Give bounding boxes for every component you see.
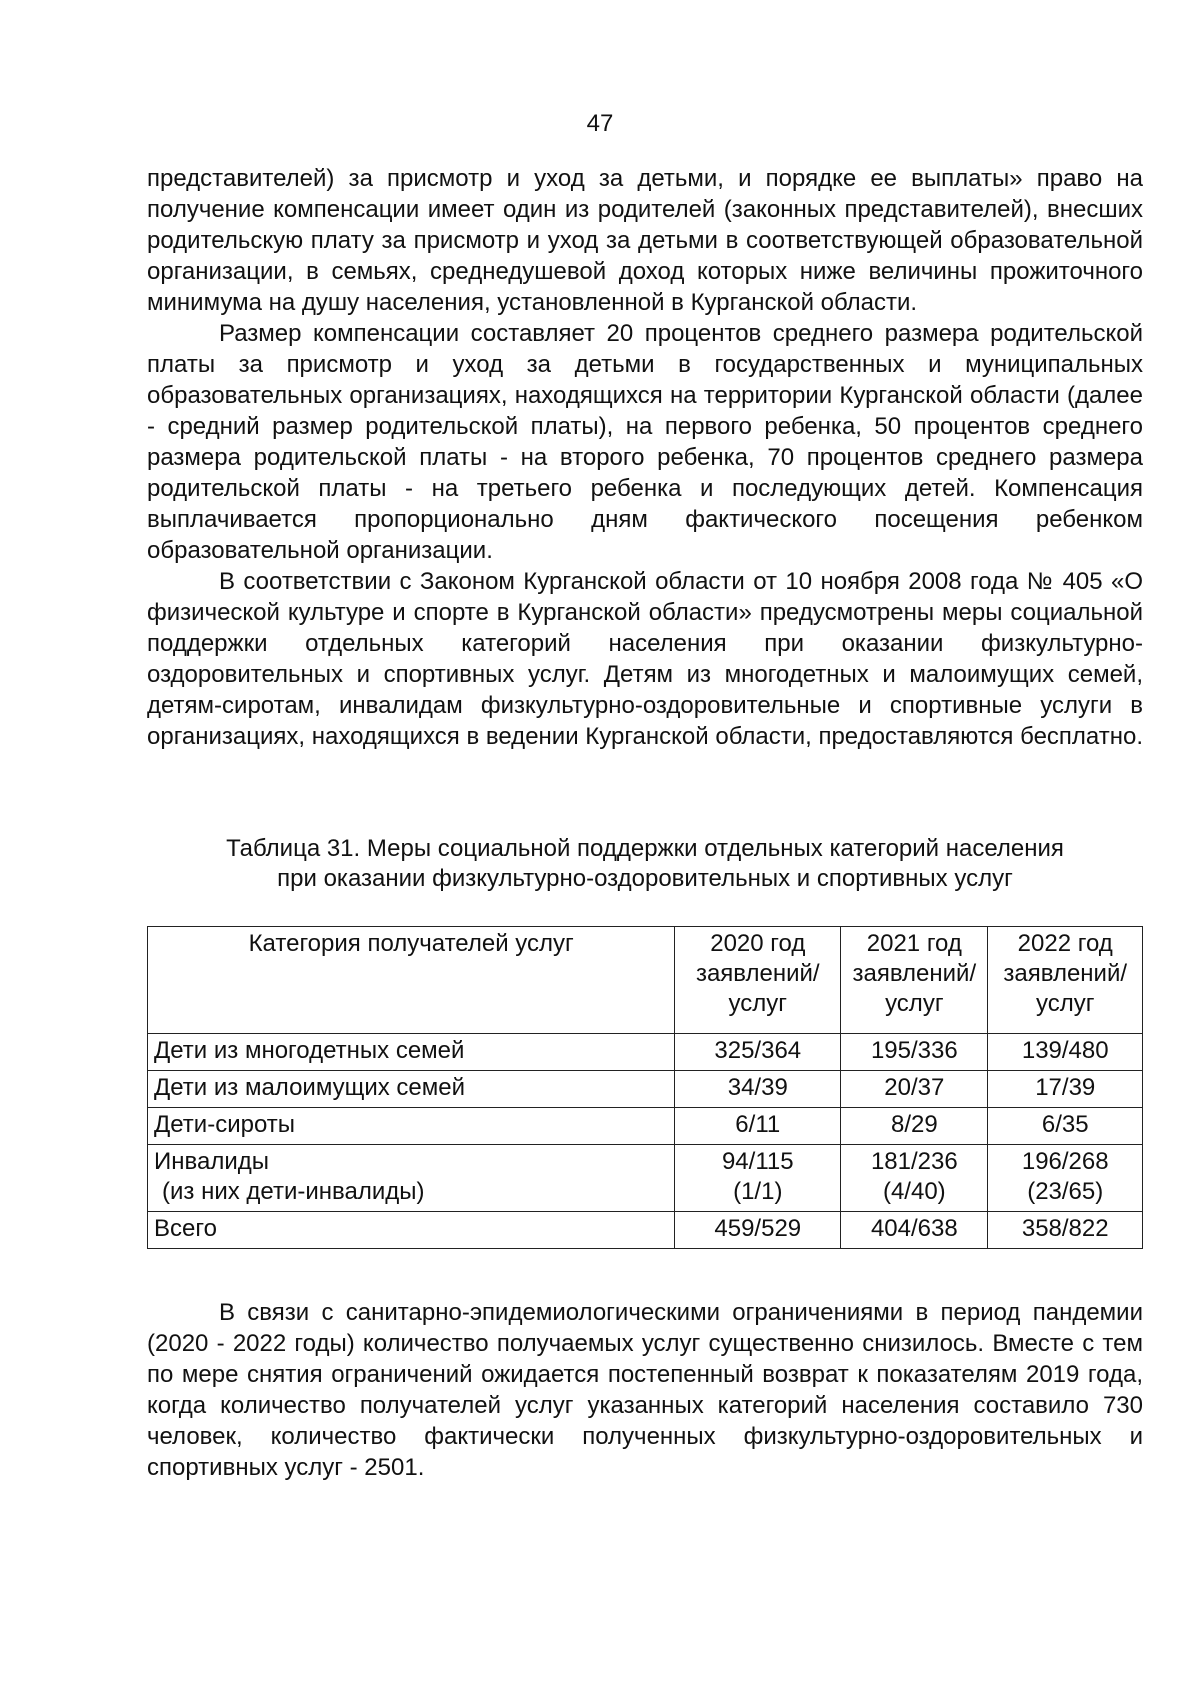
header-2022-services: услуг (1035, 990, 1095, 1017)
row-category: Дети из многодетных семей (148, 1034, 675, 1071)
row-category (148, 1145, 675, 1212)
header-2022-year: 2022 год (1017, 930, 1113, 957)
cell-2020-sub: (1/1) (733, 1178, 783, 1205)
table-row (148, 1034, 1143, 1071)
row-category: Дети-сироты (148, 1108, 675, 1145)
cell-2021: 8/29 (841, 1108, 988, 1145)
cell-2021-main: 181/236 (870, 1148, 958, 1175)
table-row (148, 1108, 1143, 1145)
paragraph-2: Размер компенсации составляет 20 процентов среднего размера родительской платы за присмотр и уход за детьми в государственных и муниципальных образовательных организациях, находящихся на территории Курганской области (далее - средний размер родительской платы), на первого ребенка, 50 процентов среднего размера родительской платы - на второго ребенка, 70 процентов среднего размера родительской платы - на третьего ребенка и последующих детей. Компенсация выплачивается пропорционально дням фактического посещения ребенком образовательной организации. (147, 320, 1143, 564)
table-row-total (148, 1212, 1143, 1249)
table-caption-line-2: при оказании физкультурно-оздоровительных и спортивных услуг (277, 865, 1013, 892)
cell-2020-main: 94/115 (721, 1148, 794, 1175)
table-row (148, 1145, 1143, 1212)
header-2021 (841, 927, 988, 1034)
cell-2020 (675, 1145, 841, 1212)
header-2022-applications: заявлений/ (1003, 960, 1128, 987)
cell-2020: 325/364 (675, 1034, 841, 1071)
cell-2020: 459/529 (675, 1212, 841, 1249)
header-2021-services: услуг (885, 990, 944, 1017)
header-2022 (988, 927, 1143, 1034)
cell-2022: 139/480 (988, 1034, 1143, 1071)
cell-2020: 34/39 (675, 1071, 841, 1108)
row-category: Дети из малоимущих семей (148, 1071, 675, 1108)
cell-2022: 17/39 (988, 1071, 1143, 1108)
social-support-table (147, 926, 1143, 1249)
cell-2022-sub: (23/65) (1027, 1178, 1104, 1205)
cell-2021: 20/37 (841, 1071, 988, 1108)
paragraph-1: представителей) за присмотр и уход за детьми, и порядке ее выплаты» право на получение компенсации имеет один из родителей (законных представителей), внесших родительскую плату за присмотр и уход за детьми в соответствующей образовательной организации, в семьях, среднедушевой доход которых ниже величины прожиточного минимума на душу населения, установленной в Курганской области. (147, 165, 1143, 316)
header-2020-applications: заявлений/ (695, 960, 820, 987)
table-header-row (148, 927, 1143, 1034)
paragraph-4: В связи с санитарно-эпидемиологическими ограничениями в период пандемии (2020 - 2022 годы) количество получаемых услуг существенно снизилось. Вместе с тем по мере снятия ограничений ожидается постепенный возврат к показателям 2019 года, когда количество получателей услуг указанных категорий населения составило 730 человек, количество фактически полученных физкультурно-оздоровительных и спортивных услуг - 2501. (147, 1299, 1143, 1481)
cell-2022: 358/822 (988, 1212, 1143, 1249)
cell-2021 (841, 1145, 988, 1212)
header-2021-applications: заявлений/ (852, 960, 977, 987)
cell-2022-main: 196/268 (1021, 1148, 1109, 1175)
header-category: Категория получателей услуг (148, 927, 675, 1034)
cell-2021: 195/336 (841, 1034, 988, 1071)
header-2021-year: 2021 год (866, 930, 962, 957)
header-2020-year: 2020 год (710, 930, 806, 957)
body-text-top (147, 163, 1143, 752)
row-category: Всего (148, 1212, 675, 1249)
page-number: 47 (586, 110, 614, 137)
cell-2022: 6/35 (988, 1108, 1143, 1145)
row-category-sub: (из них дети-инвалиды) (162, 1178, 425, 1205)
header-2020 (675, 927, 841, 1034)
header-2020-services: услуг (728, 990, 788, 1017)
cell-2022 (988, 1145, 1143, 1212)
body-text-bottom (147, 1297, 1143, 1483)
row-category-main: Инвалиды (154, 1148, 269, 1175)
paragraph-3: В соответствии с Законом Курганской области от 10 ноября 2008 года № 405 «О физической культуре и спорте в Курганской области» предусмотрены меры социальной поддержки отдельных категорий населения при оказании физкультурно-оздоровительных и спортивных услуг. Детям из многодетных и малоимущих семей, детям-сиротам, инвалидам физкультурно-оздоровительные и спортивные услуги в организациях, находящихся в ведении Курганской области, предоставляются бесплатно. (147, 568, 1143, 750)
table-row (148, 1071, 1143, 1108)
table-caption-line-1: Таблица 31. Меры социальной поддержки отдельных категорий населения (226, 835, 1064, 862)
table-caption (147, 834, 1143, 894)
cell-2021-sub: (4/40) (882, 1178, 946, 1205)
cell-2020: 6/11 (675, 1108, 841, 1145)
cell-2021: 404/638 (841, 1212, 988, 1249)
